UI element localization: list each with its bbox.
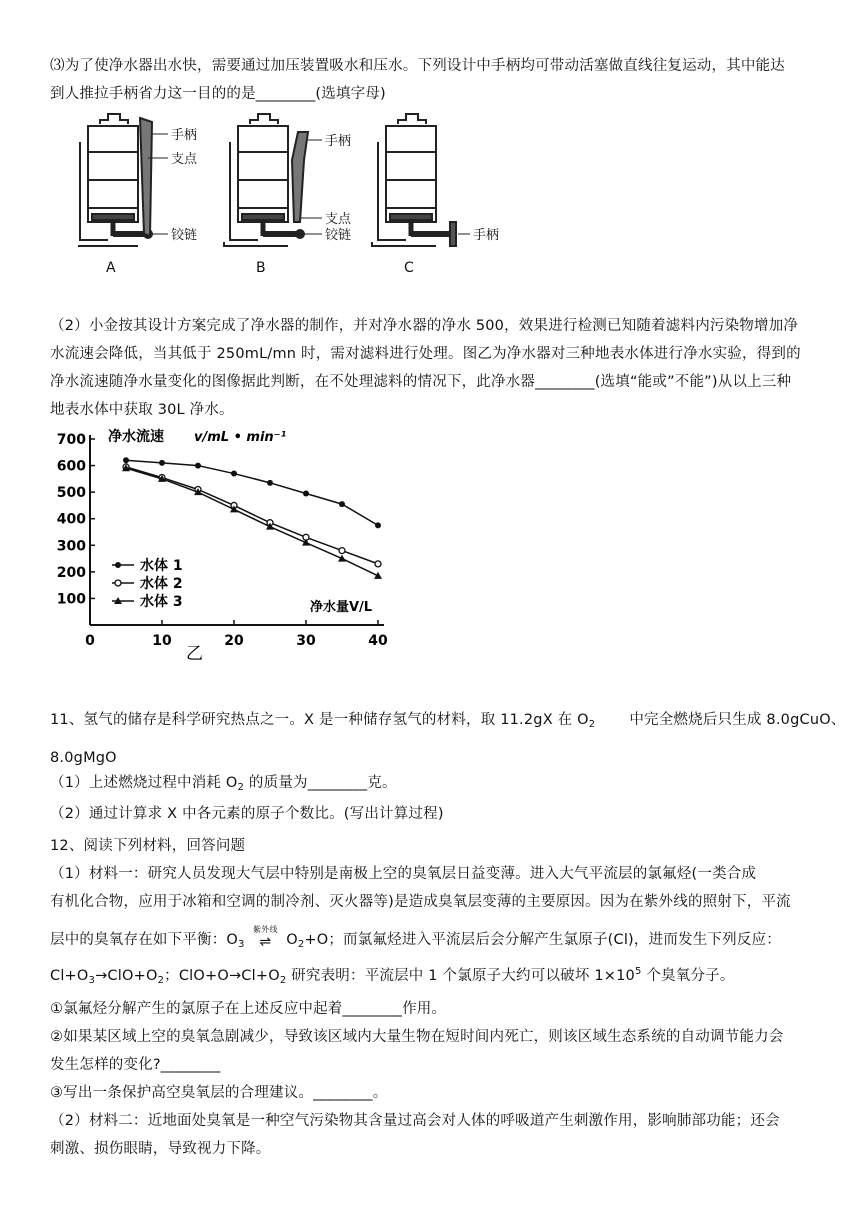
data-point <box>267 480 273 486</box>
x-tick-label: 0 <box>85 633 95 649</box>
data-point <box>195 463 201 469</box>
x-tick-label: 40 <box>368 633 388 649</box>
equilibrium-arrow: 紫外线 ⇌ <box>249 926 281 946</box>
text-line: 发生怎样的变化?________ <box>50 1057 221 1073</box>
data-point <box>159 460 165 466</box>
y-tick-label: 700 <box>56 432 86 448</box>
text-line: （2）小金按其设计方案完成了净水器的制作，并对净水器的净水 500，效果进行检测已知随着滤料内污染物增加净 <box>50 318 799 334</box>
text-line: ②如果某区域上空的臭氧急剧减少，导致该区域内大量生物在短时间内死亡，则该区域生态系统的自动调节能力会 <box>50 1029 784 1045</box>
text-fragment: （1）上述燃烧过程中消耗 O <box>50 775 238 791</box>
y-tick-label: 500 <box>56 485 86 502</box>
label-a-handle: 手柄 <box>171 128 198 143</box>
text-fragment: 个臭氧分子。 <box>641 968 735 984</box>
data-point <box>375 561 381 567</box>
pump-b <box>224 114 308 246</box>
text-line: 层中的臭氧存在如下平衡：$O_3$ 紫外线 ⇌ $O_2+O$；而氯氟烃进入平流层后会分解产生氯原子(Cl)，进而发生下列反应： <box>50 926 810 959</box>
text-line: 12、阅读下列材料，回答问题 <box>50 838 246 854</box>
legend-marker <box>115 580 121 586</box>
text-line: 到人推拉手柄省力这一目的的是________(选填字母) <box>50 86 386 102</box>
text-line: 有机化合物，应用于冰箱和空调的制冷剂、灭火器等)是造成臭氧层变薄的主要原因。因为在紫外线的照射下，平流 <box>50 894 791 910</box>
label-c-letter: C <box>404 260 414 276</box>
text-fragment: 中完全燃烧后只生成 8.0gCuO、 <box>629 712 846 728</box>
text-line: 水流速会降低，当其低于 250mL/mn 时，需对滤料进行处理。图乙为净水器对三种地表水体进行净水实验，得到的 <box>50 346 801 362</box>
text-fragment: O <box>286 932 298 948</box>
chart-title: 净水流速 <box>108 429 164 445</box>
legend-label: 水体 1 <box>140 558 183 574</box>
data-point <box>374 572 382 579</box>
text-line: $Cl+O_3\to ClO+O_2$；$ClO+O\to Cl+O_2$ 研究表明：平流层中 1 个氯原子大约可以破坏 $1\times 10^5$ 个臭氧分子。 <box>50 966 735 986</box>
text-line: （2）通过计算求 X 中各元素的原子个数比。(写出计算过程) <box>50 806 444 822</box>
y-tick-label: 400 <box>56 511 86 528</box>
question-2-text <box>50 312 810 424</box>
label-b-hinge: 铰链 <box>325 228 352 243</box>
question-3-text <box>50 52 810 108</box>
text-fragment: 层中的臭氧存在如下平衡：O <box>50 932 239 948</box>
y-tick-label: 300 <box>56 538 86 555</box>
legend-marker <box>115 562 121 568</box>
data-point <box>231 471 237 477</box>
label-a-hinge: 铰链 <box>171 228 198 243</box>
text-line: （1）材料一：研究人员发现大气层中特别是南极上空的臭氧层日益变薄。进入大气平流层的氯氟烃(一类合成 <box>50 866 757 882</box>
y-tick-label: 100 <box>56 591 86 608</box>
text-line: 11、氢气的储存是科学研究热点之一。X 是一种储存氢气的材料，取 11.2gX 在 $O_2$ 中完全燃烧后只生成 8.0gCuO、 <box>50 712 846 730</box>
text-line: 刺激、损伤眼睛，导致视力下降。 <box>50 1141 271 1157</box>
text-fragment: ；ClO+O→Cl+O <box>164 968 280 984</box>
data-point <box>375 522 381 528</box>
data-point <box>303 490 309 496</box>
chart-xlabel: 净水量V/L <box>310 600 373 615</box>
label-a-letter: A <box>106 260 116 276</box>
text-line: ③写出一条保护高空臭氧层的合理建议。________。 <box>50 1085 388 1101</box>
question-12-equation-line <box>50 926 810 959</box>
text-fragment: 研究表明：平流层中 1 个氯原子大约可以破坏 1×10 <box>286 968 635 984</box>
question-12-text <box>50 832 810 916</box>
legend-label: 水体 2 <box>140 576 183 592</box>
text-line: 8.0gMgO <box>50 750 117 766</box>
text-fragment: Cl+O <box>50 968 89 984</box>
label-a-fulcrum: 支点 <box>171 152 198 167</box>
pump-a <box>78 114 152 246</box>
question-11-subparts <box>50 770 810 827</box>
data-point <box>123 457 129 463</box>
y-tick-label: 600 <box>56 458 86 475</box>
legend-label: 水体 3 <box>140 594 183 610</box>
question-11-cont <box>50 744 810 772</box>
x-tick-label: 10 <box>152 633 172 649</box>
text-line: ⑶为了使净水器出水快，需要通过加压装置吸水和压水。下列设计中手柄均可带动活塞做直线往复运动，其中能达 <box>50 58 785 74</box>
series-line <box>126 460 378 525</box>
text-line: 净水流速随净水量变化的图像据此判断，在不处理滤料的情况下，此净水器________(选填“能或”不能”)从以上三种 <box>50 374 792 390</box>
pump-designs-figure <box>78 112 508 280</box>
x-tick-label: 20 <box>224 633 244 649</box>
text-fragment: +O；而氯氟烃进入平流层后会分解产生氯原子(Cl)，进而发生下列反应： <box>304 932 781 948</box>
chart-axes <box>57 432 388 649</box>
chart-ylabel: v/mL • min⁻¹ <box>194 430 287 445</box>
text-line: ①氯氟烃分解产生的氯原子在上述反应中起着________作用。 <box>50 1001 447 1017</box>
label-c-handle: 手柄 <box>473 228 500 243</box>
text-line: （2）材料二：近地面处臭氧是一种空气污染物其含量过高会对人体的呼吸道产生刺激作用，影响肺部功能；还会 <box>50 1113 780 1129</box>
uv-label: 紫外线 <box>253 925 278 934</box>
chart-legend <box>112 557 183 610</box>
y-tick-label: 200 <box>56 564 86 581</box>
flow-rate-chart <box>52 425 402 665</box>
pump-c <box>372 114 456 246</box>
label-b-letter: B <box>256 260 266 276</box>
text-line: 地表水体中获取 30L 净水。 <box>50 402 234 418</box>
text-fragment: 的质量为________克。 <box>244 775 397 791</box>
question-12-reactions <box>50 958 810 1163</box>
label-b-fulcrum: 支点 <box>325 212 352 227</box>
label-b-handle: 手柄 <box>325 134 352 149</box>
text-fragment: 11、氢气的储存是科学研究热点之一。X 是一种储存氢气的材料，取 11.2gX 在 O <box>50 712 589 728</box>
data-point <box>339 501 345 507</box>
chart-caption: 乙 <box>186 644 203 664</box>
question-11-text <box>50 706 846 739</box>
x-tick-label: 30 <box>296 633 316 649</box>
data-point <box>339 548 345 554</box>
text-line: （1）上述燃烧过程中消耗 $O_2$ 的质量为________克。 <box>50 775 397 793</box>
text-fragment: →ClO+O <box>95 968 158 984</box>
